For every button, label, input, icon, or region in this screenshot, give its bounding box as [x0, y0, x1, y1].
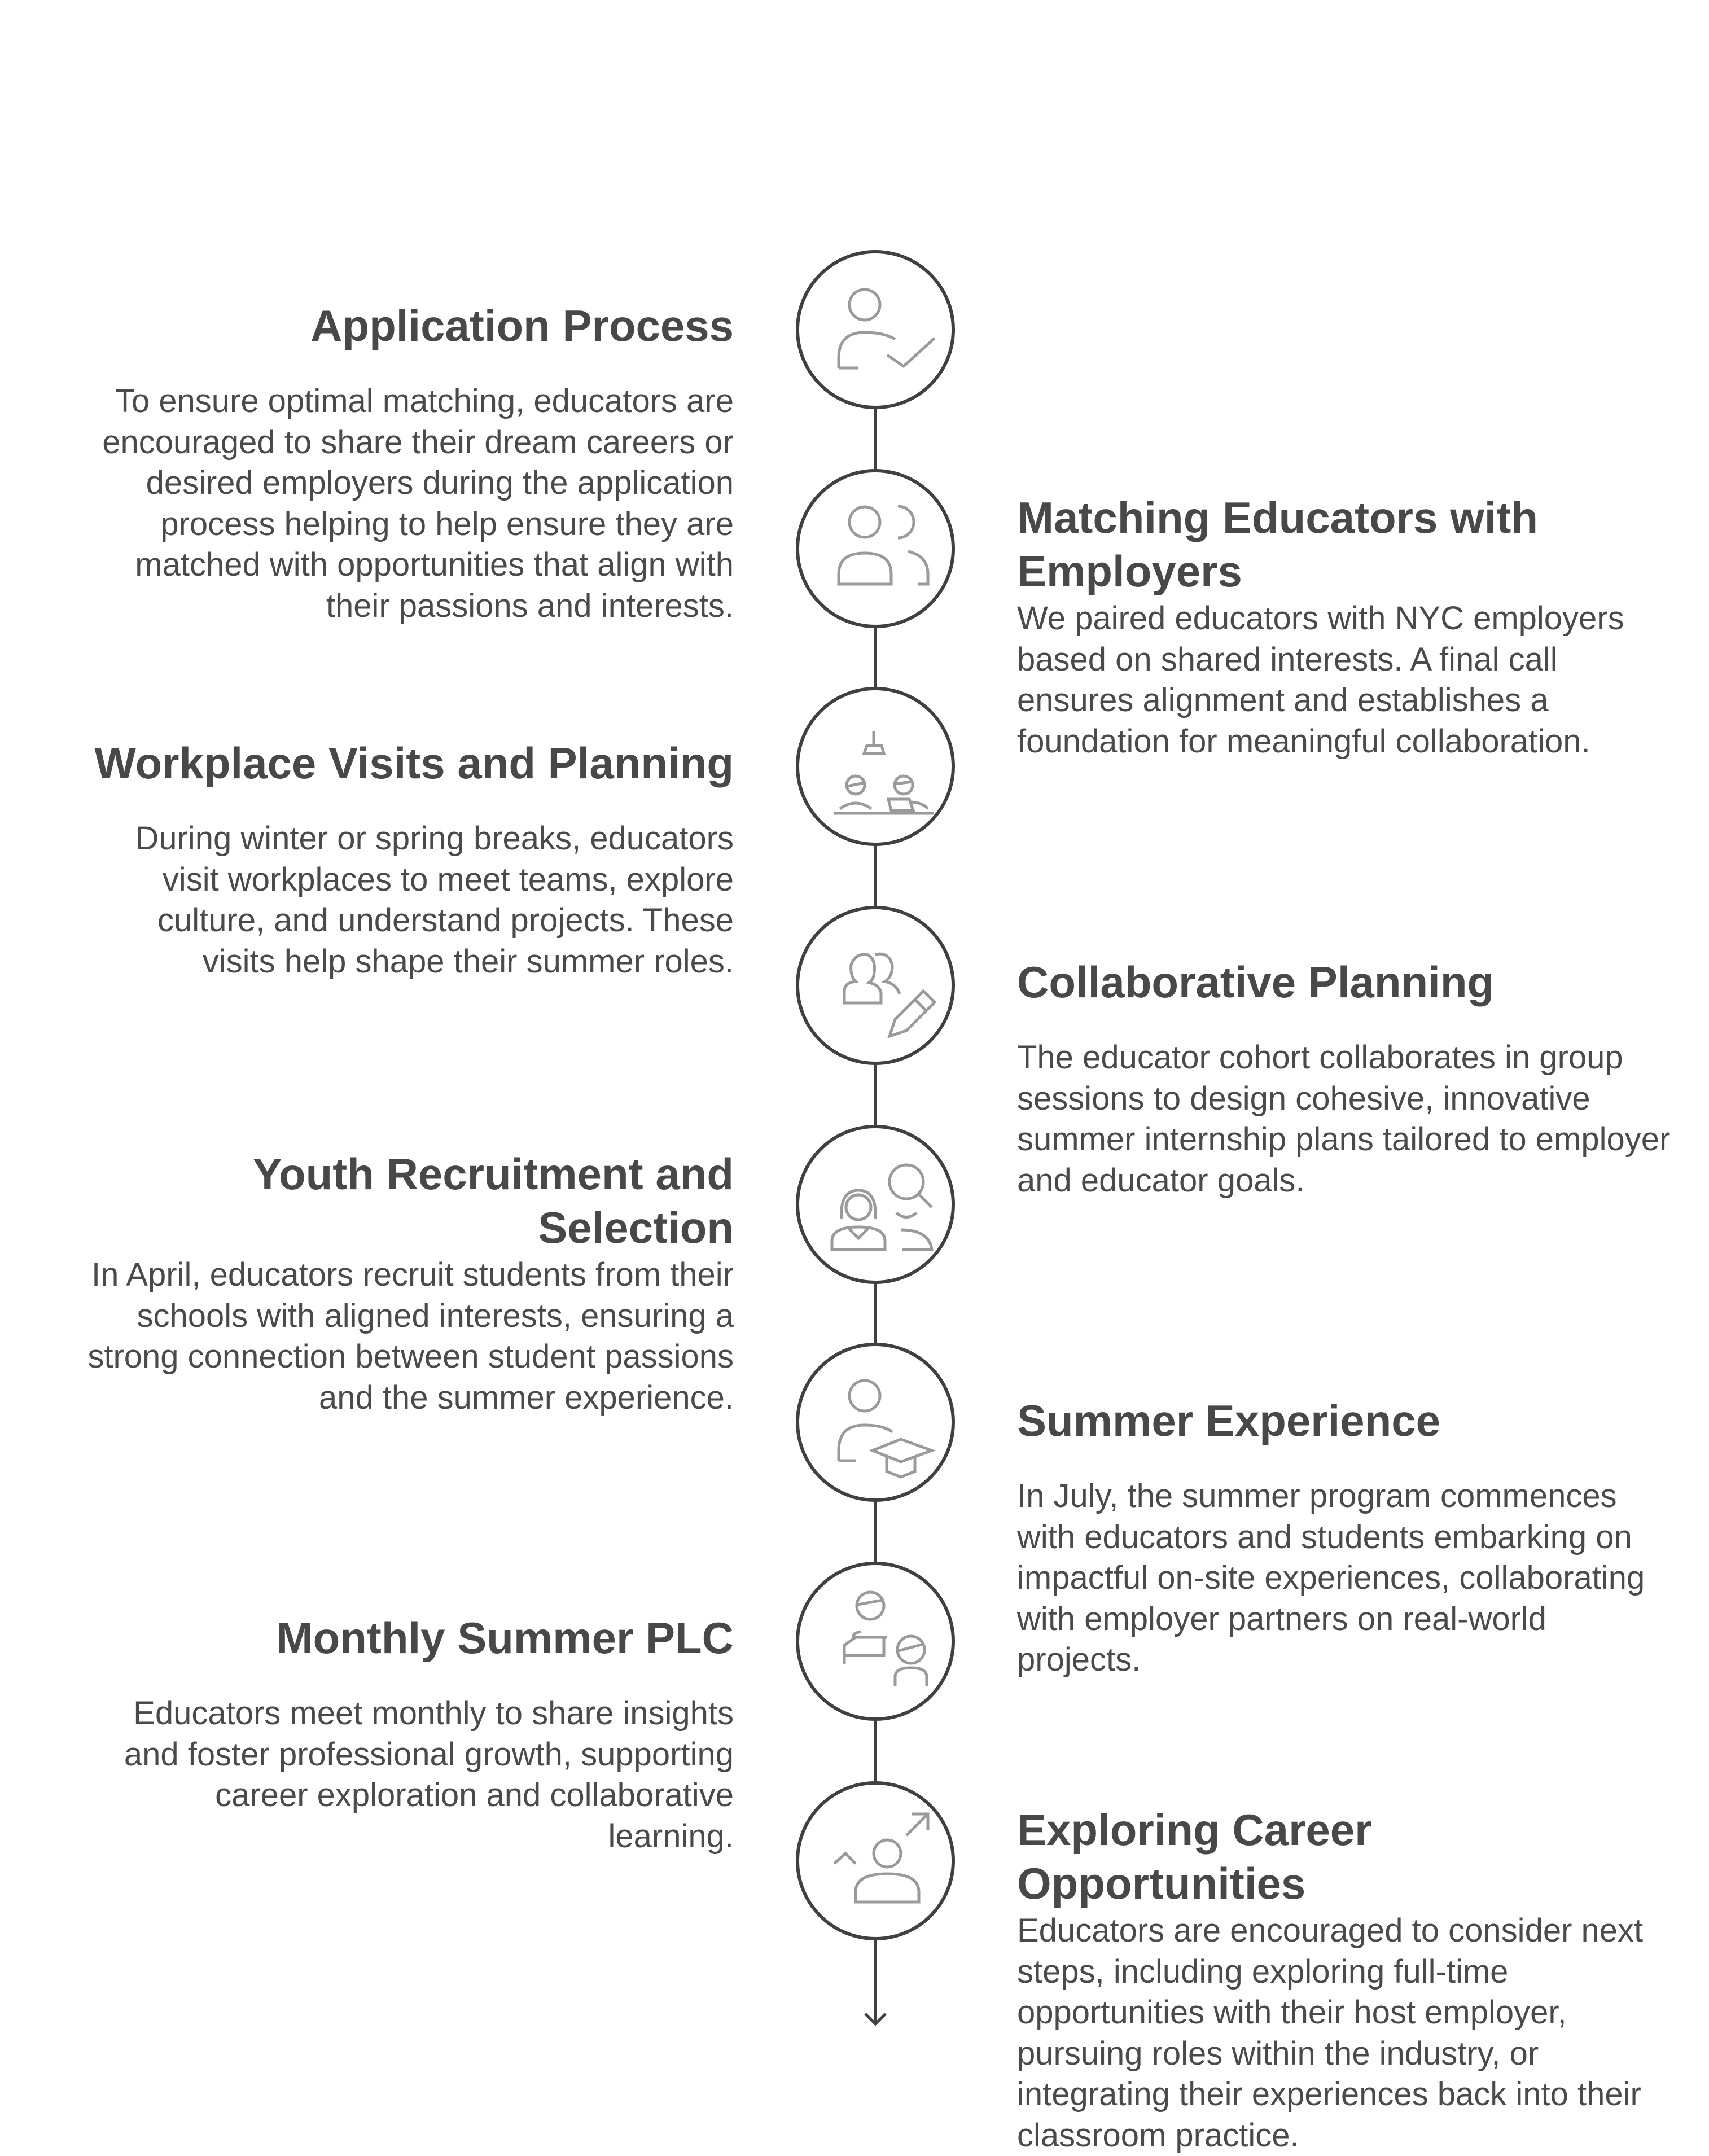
step-4-text — [1017, 956, 1709, 1201]
step-title — [1017, 1803, 1709, 1910]
body-line: based on shared interests. A final call — [1017, 639, 1709, 681]
body-line: In July, the summer program commences — [1017, 1476, 1709, 1517]
person-check-icon — [799, 253, 952, 406]
body-line: summer internship plans tailored to employer — [1017, 1119, 1709, 1160]
body-line: encouraged to share their dream careers or — [34, 422, 734, 463]
body-line: ensures alignment and establishes a — [1017, 680, 1709, 721]
body-line: In April, educators recruit students from their — [34, 1255, 734, 1296]
body-line: visits help shape their summer roles. — [34, 941, 734, 983]
body-line: impactful on-site experiences, collaborating — [1017, 1558, 1709, 1599]
step-description — [1017, 598, 1709, 762]
step-5-text — [34, 1147, 734, 1418]
step-description — [1017, 1476, 1709, 1681]
body-line: steps, including exploring full-time — [1017, 1952, 1709, 1993]
step-description — [34, 1693, 734, 1857]
body-line: matched with opportunities that align with — [34, 545, 734, 586]
body-line: culture, and understand projects. These — [34, 900, 734, 941]
step-title — [34, 1611, 734, 1665]
body-line: schools with aligned interests, ensuring a — [34, 1296, 734, 1337]
step-4-node — [796, 906, 955, 1065]
step-3-text — [34, 737, 734, 982]
title-line: Exploring Career — [1017, 1803, 1709, 1857]
career-growth-icon — [799, 1785, 952, 1937]
title-line: Summer Experience — [1017, 1394, 1709, 1448]
body-line: The educator cohort collaborates in group — [1017, 1037, 1709, 1079]
step-title — [1017, 1394, 1709, 1448]
step-5-node — [796, 1125, 955, 1284]
step-7-node — [796, 1562, 955, 1721]
step-description — [34, 381, 734, 626]
body-line: with employer partners on real-world — [1017, 1599, 1709, 1640]
step-6-node — [796, 1343, 955, 1502]
step-title — [1017, 956, 1709, 1009]
step-description — [34, 1255, 734, 1418]
title-line: Employers — [1017, 545, 1709, 598]
arrow-down-icon — [858, 1998, 892, 2026]
body-line: and foster professional growth, supporting — [34, 1734, 734, 1776]
body-line: We paired educators with NYC employers — [1017, 598, 1709, 639]
classroom-icon — [799, 1565, 952, 1717]
body-line: integrating their experiences back into their — [1017, 2074, 1709, 2115]
step-description — [34, 818, 734, 982]
body-line: During winter or spring breaks, educators — [34, 818, 734, 860]
step-6-text — [1017, 1394, 1709, 1681]
body-line: desired employers during the application — [34, 463, 734, 504]
body-line: career exploration and collaborative — [34, 1775, 734, 1816]
body-line: foundation for meaningful collaboration. — [1017, 721, 1709, 763]
step-title — [34, 1147, 734, 1255]
title-line: Monthly Summer PLC — [34, 1611, 734, 1665]
body-line: and the summer experience. — [34, 1378, 734, 1419]
step-7-text — [34, 1611, 734, 1857]
step-description — [1017, 1037, 1709, 1201]
step-title — [34, 737, 734, 790]
group-pencil-icon — [799, 909, 952, 1062]
step-description — [1017, 1910, 1709, 2156]
step-2-node — [796, 469, 955, 628]
body-line: learning. — [34, 1816, 734, 1857]
body-line: opportunities with their host employer, — [1017, 1992, 1709, 2034]
body-line: Educators meet monthly to share insights — [34, 1693, 734, 1734]
title-line: Matching Educators with — [1017, 491, 1709, 545]
body-line: pursuing roles within the industry, or — [1017, 2034, 1709, 2075]
step-title — [34, 299, 734, 353]
recruit-search-icon — [799, 1128, 952, 1281]
title-line: Opportunities — [1017, 1857, 1709, 1910]
body-line: their passions and interests. — [34, 586, 734, 627]
body-line: sessions to design cohesive, innovative — [1017, 1079, 1709, 1120]
body-line: and educator goals. — [1017, 1160, 1709, 1202]
step-8-node — [796, 1781, 955, 1940]
title-line: Application Process — [34, 299, 734, 353]
title-line: Youth Recruitment and — [34, 1147, 734, 1201]
step-8-text — [1017, 1803, 1709, 2156]
body-line: strong connection between student passions — [34, 1336, 734, 1378]
body-line: with educators and students embarking on — [1017, 1517, 1709, 1558]
body-line: process helping to help ensure they are — [34, 504, 734, 545]
body-line: visit workplaces to meet teams, explore — [34, 860, 734, 901]
title-line: Selection — [34, 1201, 734, 1255]
workplace-meeting-icon — [799, 690, 952, 843]
step-2-text — [1017, 491, 1709, 762]
title-line: Workplace Visits and Planning — [34, 737, 734, 790]
people-pair-icon — [799, 472, 952, 625]
graduate-icon — [799, 1346, 952, 1498]
body-line: projects. — [1017, 1640, 1709, 1681]
step-3-node — [796, 687, 955, 846]
step-title — [1017, 491, 1709, 598]
title-line: Collaborative Planning — [1017, 956, 1709, 1009]
step-1-text — [34, 299, 734, 626]
step-1-node — [796, 250, 955, 409]
body-line: To ensure optimal matching, educators are — [34, 381, 734, 422]
body-line: classroom practice. — [1017, 2115, 1709, 2156]
body-line: Educators are encouraged to consider next — [1017, 1910, 1709, 1952]
